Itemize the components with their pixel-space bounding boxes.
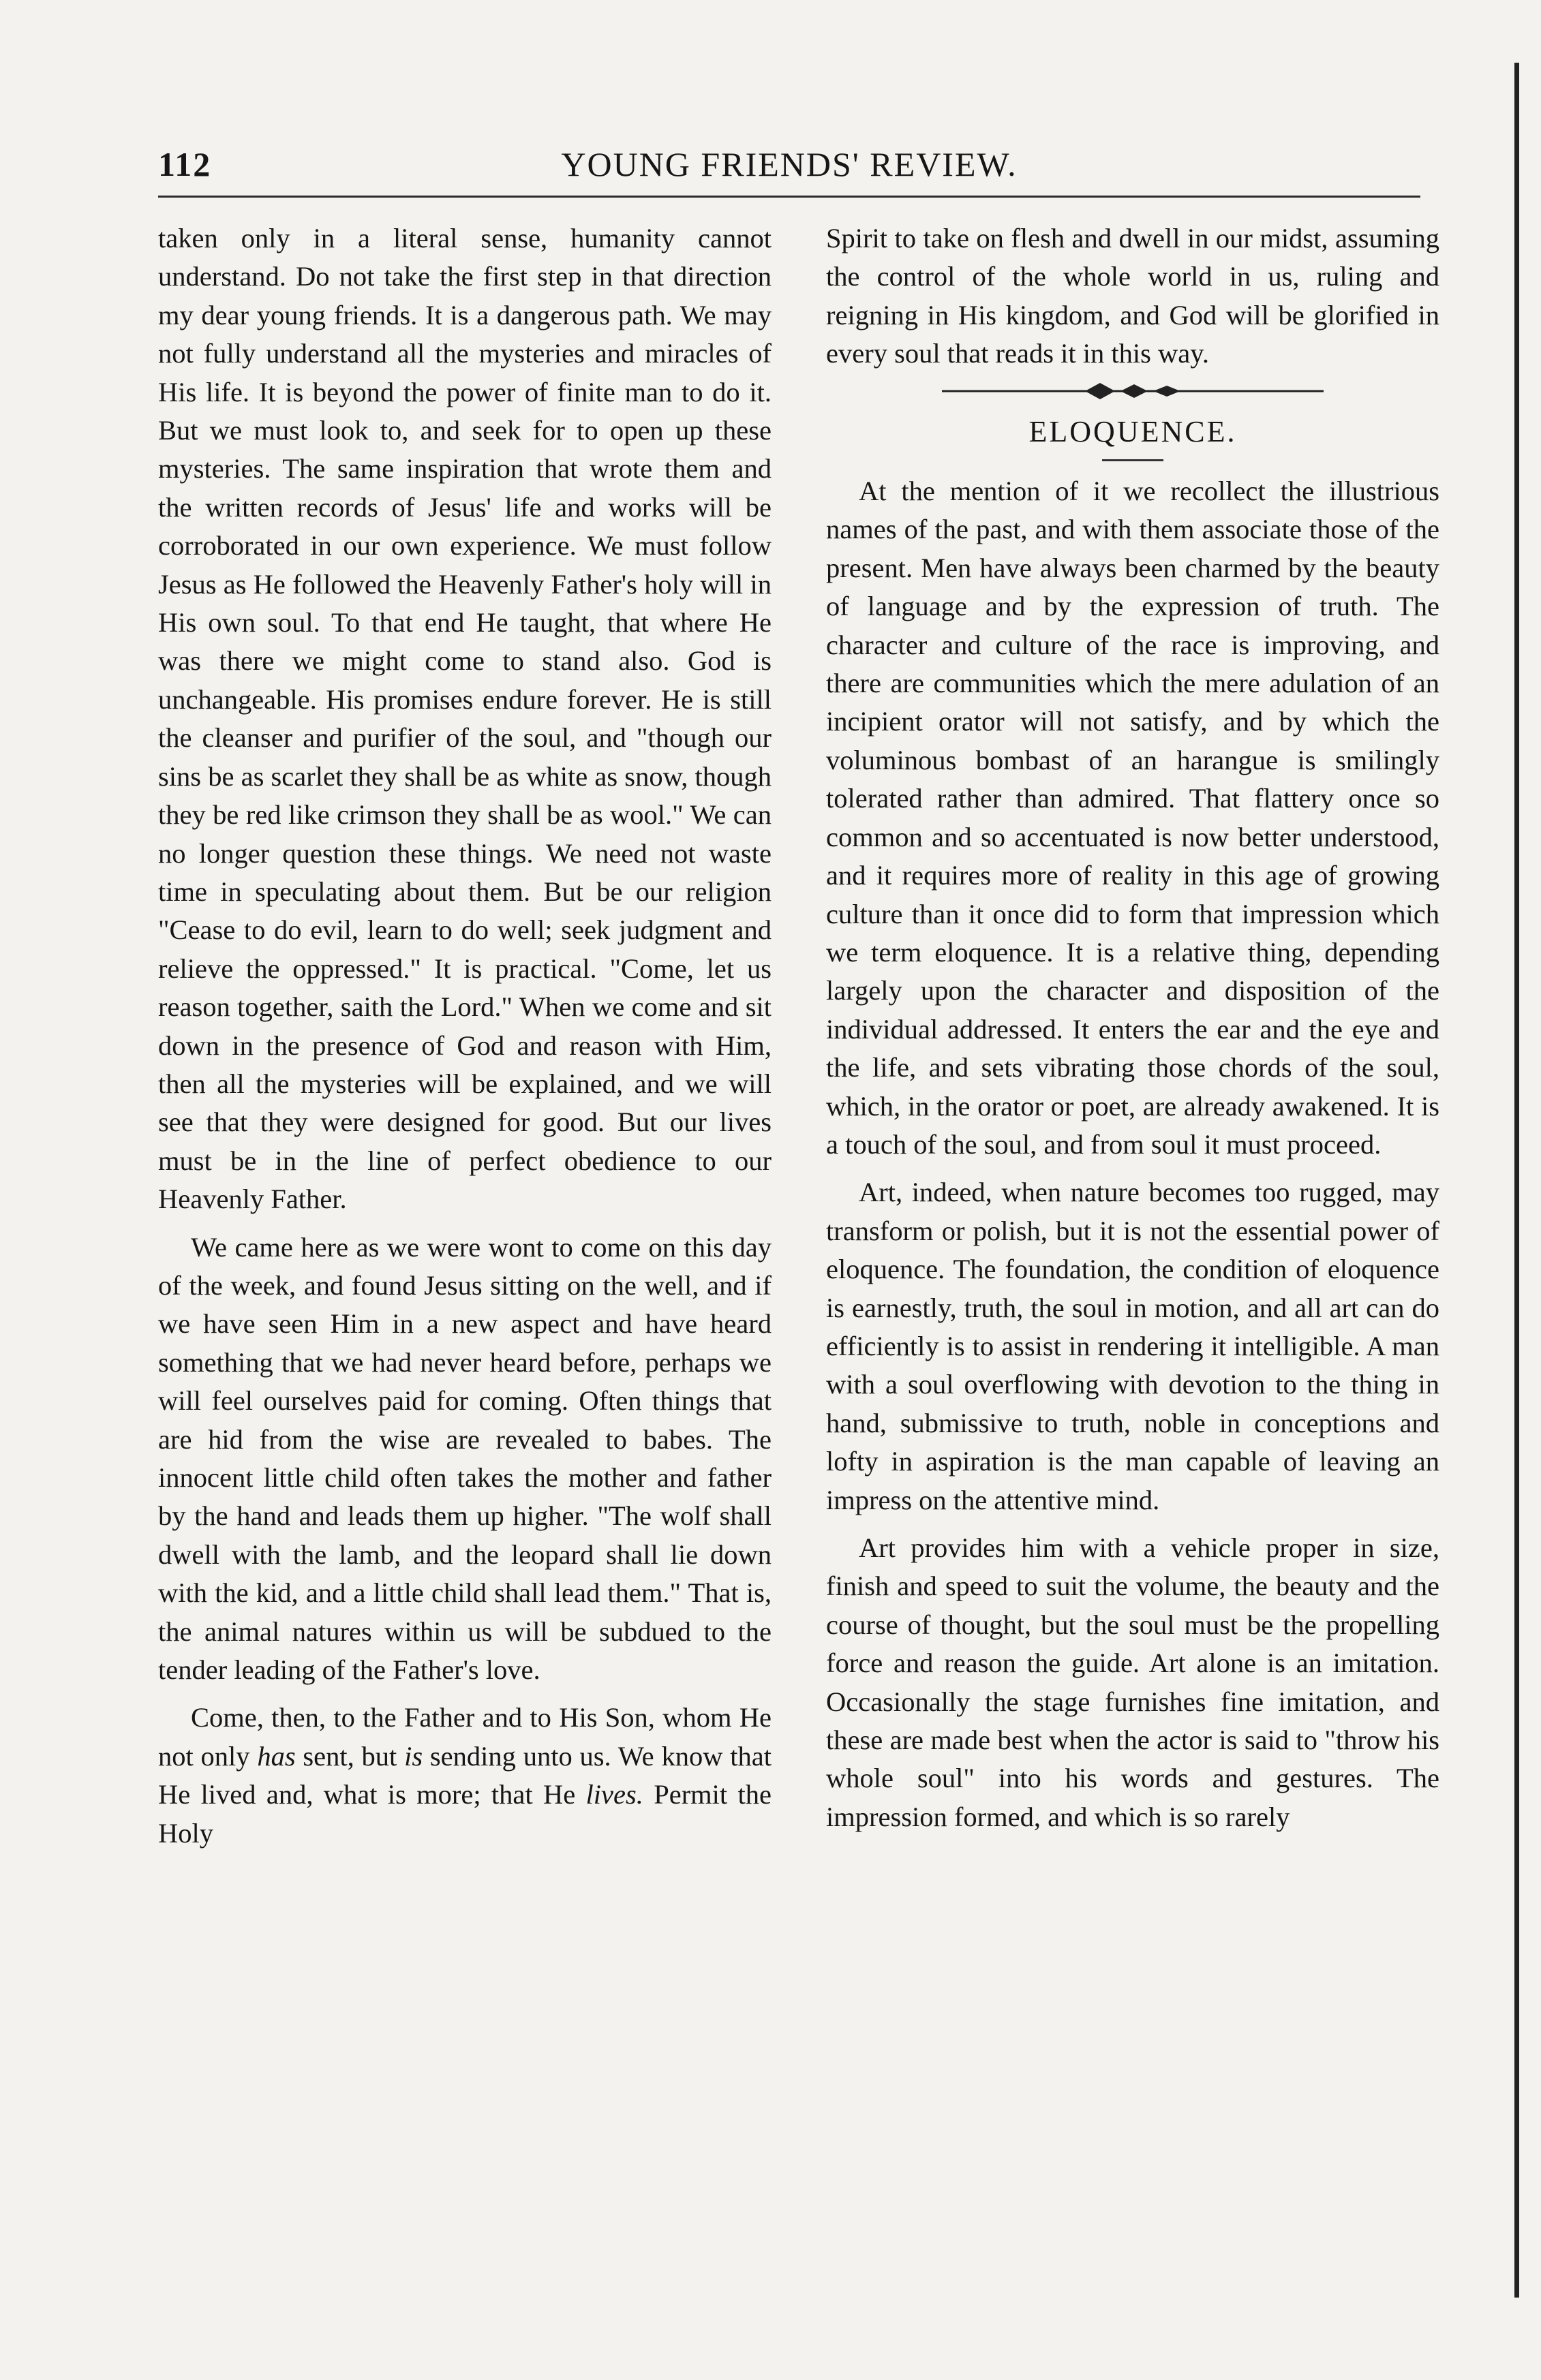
- paragraph: Art, indeed, when nature becomes too rugged, may transform or polish, but it is not the essential power of eloquence. The foundation, the condition of eloquence is earnestly, truth, the soul in motion, and all art can do efficiently is to assist in rendering it intelligible. A man with a soul overflowing with devotion to the thing in hand, submissive to truth, noble in conceptions and lofty in aspiration is the man capable of leaving an impress on the attentive mind.: [826, 1177, 1439, 1515]
- emphasis: lives.: [585, 1779, 643, 1810]
- running-title: YOUNG FRIENDS' REVIEW.: [561, 145, 1018, 183]
- paragraph: Art provides him with a vehicle proper in size, finish and speed to suit the volume, the beauty and the course of thought, but the soul must be the propelling force and reason the guide. Art alone is an imitation. Occasionally the stage furnishes fine imitation, and these are made best when the actor is said to "throw his whole soul" into his words and gestures. The impression formed, and which is so rarely: [826, 1532, 1439, 1832]
- emphasis: has: [257, 1740, 296, 1772]
- text-run: Permit the Holy: [158, 1779, 772, 1849]
- ornamental-divider: [942, 376, 1324, 406]
- emphasis: is: [404, 1740, 423, 1772]
- section-title: ELOQUENCE.: [1028, 414, 1237, 448]
- page-number: 112: [158, 145, 212, 183]
- left-column: [158, 219, 772, 1853]
- text-run: sending unto us. We know that He lived and, what is more; that He: [158, 1740, 772, 1810]
- paragraph: [158, 1699, 772, 1853]
- page-header: [158, 144, 1420, 192]
- header-rule: [158, 196, 1420, 198]
- title-rule: [1102, 459, 1163, 461]
- paragraph: At the mention of it we recollect the illustrious names of the past, and with them associate those of the present. Men have always been charmed by the beauty of language and by the expression of truth. The character and culture of the race is improving, and there are communities which the mere adulation of an incipient orator will not satisfy, and by which the voluminous bombast of an harangue is smilingly tolerated rather than admired. That flattery once so common and so accentuated is now better understood, and it requires more of reality in this age of growing culture than it once did to form that impression which we term eloquence. It is a relative thing, depending largely upon the character and disposition of the individual addressed. It enters the ear and the eye and the life, and sets vibrating those chords of the soul, which, in the orator or poet, are already awakened. It is a touch of the soul, and from soul it must proceed.: [826, 476, 1439, 1160]
- binding-edge-line: [1514, 63, 1519, 2298]
- paragraph: Spirit to take on flesh and dwell in our midst, assuming the control of the whole world in us, ruling and reigning in His kingdom, and God will be glorified in every soul that reads it in this way.: [826, 223, 1439, 369]
- paragraph: taken only in a literal sense, humanity cannot understand. Do not take the first step in that direction my dear young friends. It is a dangerous path. We may not fully understand all the mysteries and miracles of His life. It is beyond the power of finite man to do it. But we must look to, and seek for to open up these mysteries. The same inspiration that wrote them and the written records of Jesus' life and works will be corroborated in our own experience. We must follow Jesus as He followed the Heavenly Father's holy will in His own soul. To that end He taught, that where He was there we might come to stand also. God is unchangeable. His promises endure forever. He is still the cleanser and purifier of the soul, and "though our sins be as scarlet they shall be as white as snow, though they be red like crimson they shall be as wool." We can no longer question these things. We need not waste time in speculating about them. But be our religion "Cease to do evil, learn to do well; seek judgment and relieve the oppressed." It is practical. "Come, let us reason together, saith the Lord." When we come and sit down in the presence of God and reason with Him, then all the mysteries will be explained, and we will see that they were designed for good. But our lives must be in the line of perfect obedience to our Heavenly Father.: [158, 223, 772, 1215]
- text-run: sent, but: [295, 1740, 405, 1772]
- paragraph: We came here as we were wont to come on this day of the week, and found Jesus sitting on the well, and if we have seen Him in a new aspect and have heard something that we had never heard before, perhaps we will feel ourselves paid for coming. Often things that are hid from the wise are revealed to babes. The innocent little child often takes the mother and father by the hand and leads them up higher. "The wolf shall dwell with the lamb, and the leopard shall lie down with the kid, and a little child shall lead them." That is, the animal natures within us will be subdued to the tender leading of the Father's love.: [158, 1231, 772, 1686]
- text-run: Come, then, to the Father and to His Son, whom He not only: [158, 1702, 772, 1772]
- right-column: [826, 219, 1439, 1836]
